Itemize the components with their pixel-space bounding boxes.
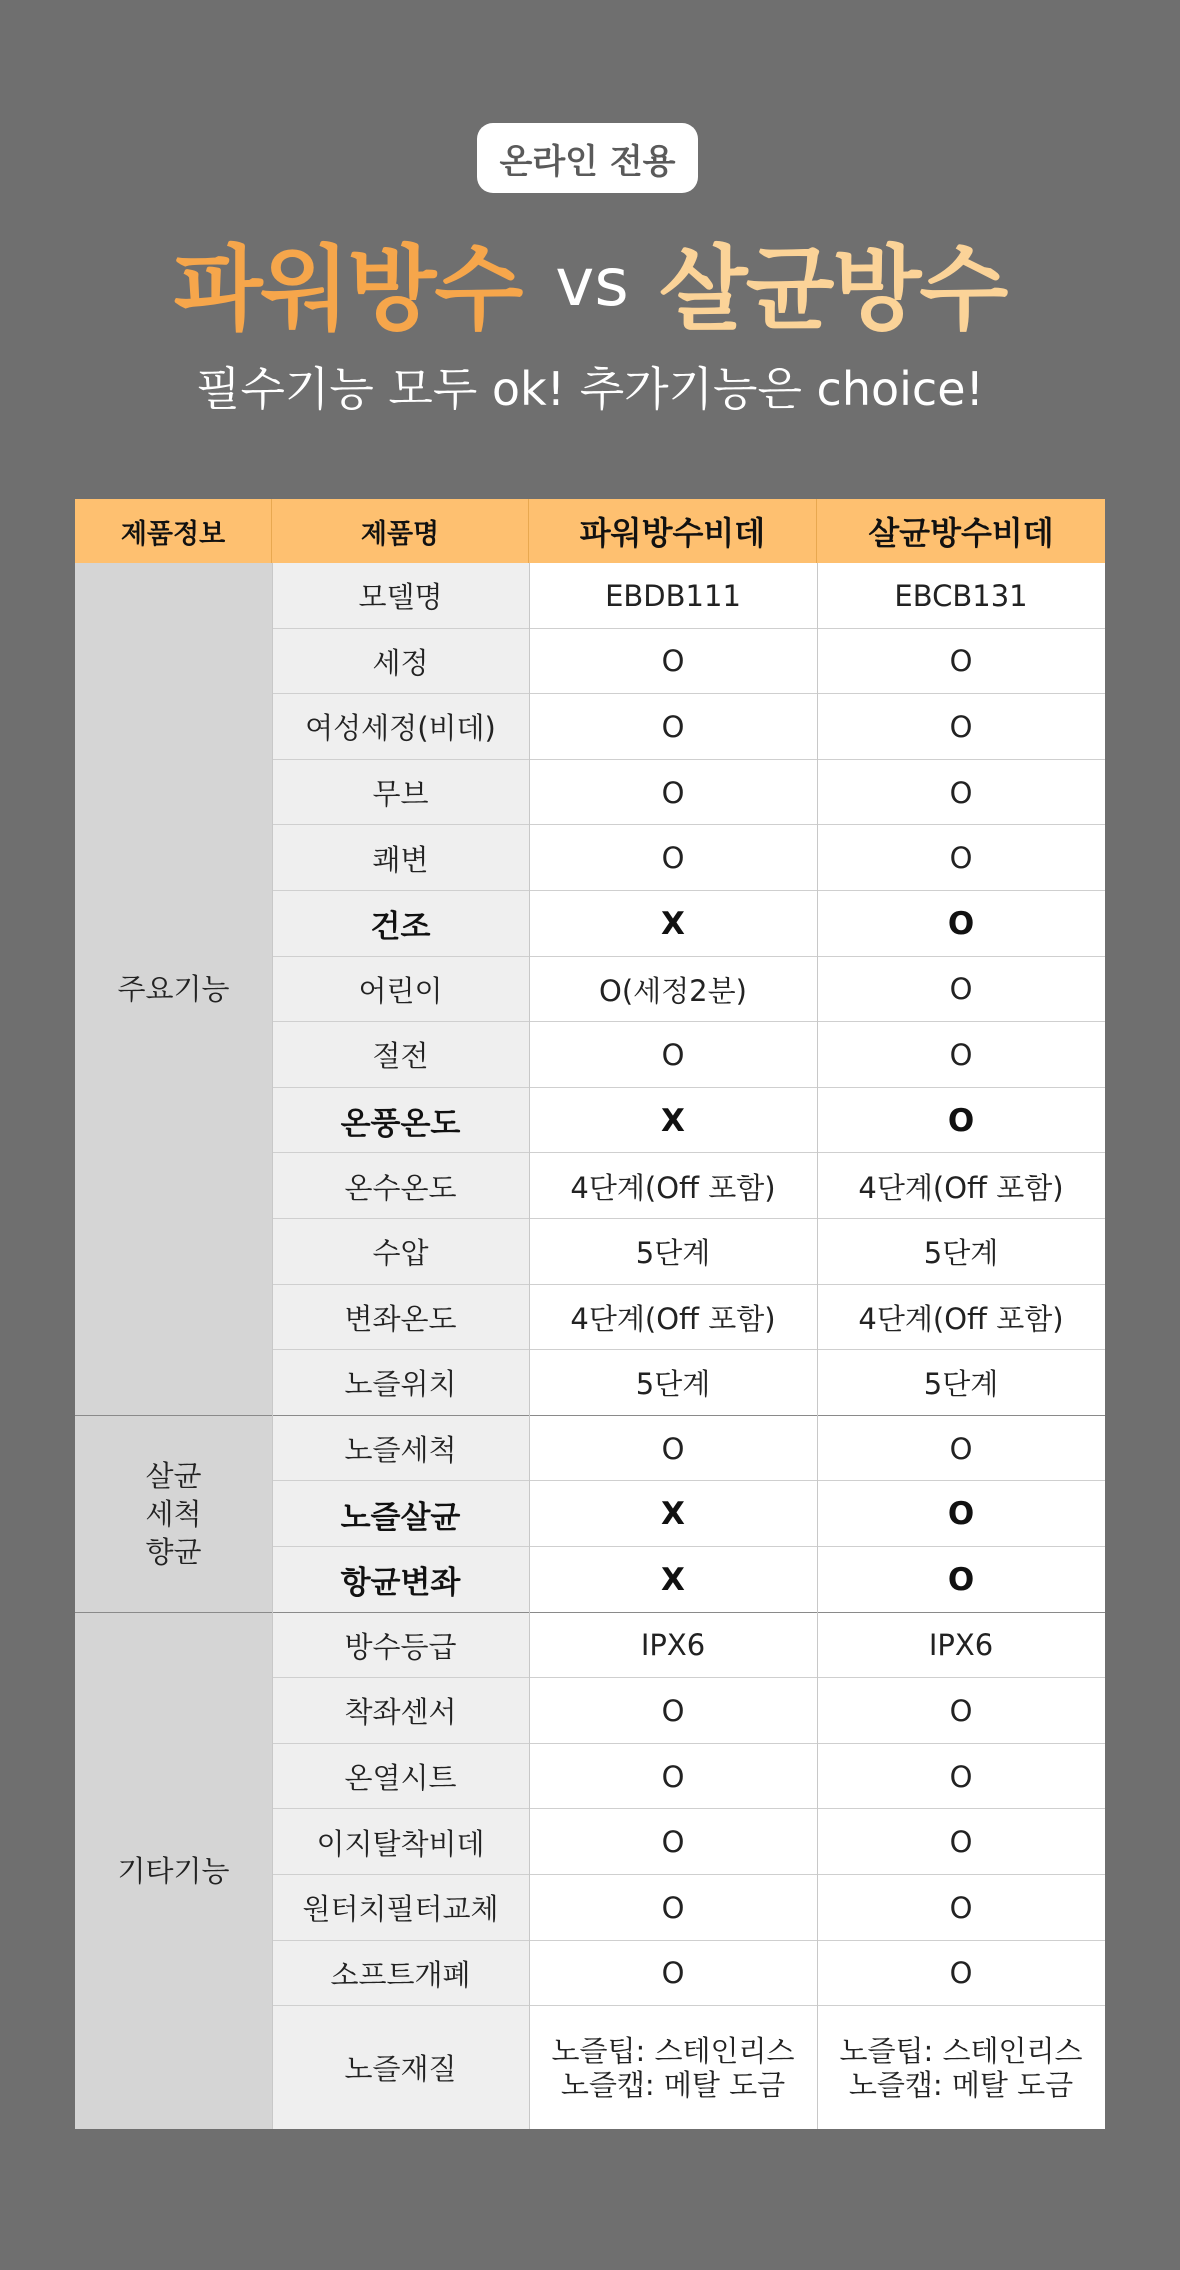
feature-cell: 착좌센서 xyxy=(272,1678,529,1744)
power-value-cell: 4단계(Off 포함) xyxy=(529,1153,817,1219)
feature-cell: 수압 xyxy=(272,1219,529,1285)
feature-cell: 절전 xyxy=(272,1022,529,1088)
title-left: 파워방수 xyxy=(173,236,522,343)
power-value-cell: X xyxy=(529,1481,817,1547)
power-value-cell: O xyxy=(529,1809,817,1875)
group-label-cell: 주요기능 xyxy=(75,563,272,1416)
power-value-cell: O xyxy=(529,1416,817,1482)
power-value-cell: 노즐팁: 스테인리스 노즐캡: 메탈 도금 xyxy=(529,2006,817,2129)
page-title xyxy=(0,222,1180,342)
feature-cell: 노즐재질 xyxy=(272,2006,529,2129)
power-value-cell: O xyxy=(529,694,817,760)
steril-value-cell: O xyxy=(817,1547,1105,1613)
group-label-cell: 기타기능 xyxy=(75,1613,272,2130)
power-value-cell: IPX6 xyxy=(529,1613,817,1679)
power-value-cell: O xyxy=(529,1022,817,1088)
group-label-cell: 살균 세척 향균 xyxy=(75,1416,272,1613)
feature-cell: 온열시트 xyxy=(272,1744,529,1810)
steril-value-cell: 5단계 xyxy=(817,1350,1105,1416)
steril-value-cell: O xyxy=(817,825,1105,891)
power-value-cell: X xyxy=(529,891,817,957)
feature-cell: 어린이 xyxy=(272,957,529,1023)
feature-cell: 세정 xyxy=(272,629,529,695)
feature-cell: 노즐위치 xyxy=(272,1350,529,1416)
table-header-0: 제품정보 xyxy=(75,499,272,563)
feature-cell: 쾌변 xyxy=(272,825,529,891)
steril-value-cell: O xyxy=(817,760,1105,826)
column-divider xyxy=(817,563,818,2129)
comparison-table xyxy=(75,499,1105,2128)
power-value-cell: O(세정2분) xyxy=(529,957,817,1023)
steril-value-cell: O xyxy=(817,891,1105,957)
feature-cell: 방수등급 xyxy=(272,1613,529,1679)
steril-value-cell: 5단계 xyxy=(817,1219,1105,1285)
steril-value-cell: O xyxy=(817,1416,1105,1482)
power-value-cell: X xyxy=(529,1547,817,1613)
feature-cell: 온수온도 xyxy=(272,1153,529,1219)
table-header-1: 제품명 xyxy=(272,499,529,563)
title-vs: vs xyxy=(555,243,629,321)
steril-value-cell: O xyxy=(817,1809,1105,1875)
power-value-cell: O xyxy=(529,629,817,695)
feature-cell: 온풍온도 xyxy=(272,1088,529,1154)
column-divider xyxy=(529,563,530,2129)
steril-value-cell: O xyxy=(817,957,1105,1023)
power-value-cell: X xyxy=(529,1088,817,1154)
table-header-3: 살균방수비데 xyxy=(817,499,1105,563)
power-value-cell: EBDB111 xyxy=(529,563,817,629)
steril-value-cell: IPX6 xyxy=(817,1613,1105,1679)
power-value-cell: 5단계 xyxy=(529,1350,817,1416)
title-right: 살균방수 xyxy=(658,236,1007,343)
power-value-cell: O xyxy=(529,1678,817,1744)
power-value-cell: 4단계(Off 포함) xyxy=(529,1285,817,1351)
column-divider xyxy=(272,563,273,2129)
feature-cell: 원터치필터교체 xyxy=(272,1875,529,1941)
feature-cell: 모델명 xyxy=(272,563,529,629)
power-value-cell: O xyxy=(529,825,817,891)
power-value-cell: 5단계 xyxy=(529,1219,817,1285)
steril-value-cell: O xyxy=(817,1678,1105,1744)
feature-cell: 건조 xyxy=(272,891,529,957)
steril-value-cell: 4단계(Off 포함) xyxy=(817,1153,1105,1219)
steril-value-cell: O xyxy=(817,1022,1105,1088)
steril-value-cell: O xyxy=(817,1941,1105,2007)
feature-cell: 항균변좌 xyxy=(272,1547,529,1613)
steril-value-cell: O xyxy=(817,1744,1105,1810)
power-value-cell: O xyxy=(529,760,817,826)
feature-cell: 노즐세척 xyxy=(272,1416,529,1482)
table-header-2: 파워방수비데 xyxy=(529,499,817,563)
feature-cell: 변좌온도 xyxy=(272,1285,529,1351)
steril-value-cell: EBCB131 xyxy=(817,563,1105,629)
feature-cell: 노즐살균 xyxy=(272,1481,529,1547)
steril-value-cell: O xyxy=(817,1088,1105,1154)
steril-value-cell: O xyxy=(817,1875,1105,1941)
steril-value-cell: O xyxy=(817,694,1105,760)
power-value-cell: O xyxy=(529,1875,817,1941)
feature-cell: 이지탈착비데 xyxy=(272,1809,529,1875)
feature-cell: 여성세정(비데) xyxy=(272,694,529,760)
feature-cell: 무브 xyxy=(272,760,529,826)
power-value-cell: O xyxy=(529,1744,817,1810)
power-value-cell: O xyxy=(529,1941,817,2007)
online-only-badge: 온라인 전용 xyxy=(477,123,698,193)
subtitle: 필수기능 모두 ok! 추가기능은 choice! xyxy=(196,362,984,416)
steril-value-cell: O xyxy=(817,1481,1105,1547)
steril-value-cell: 노즐팁: 스테인리스 노즐캡: 메탈 도금 xyxy=(817,2006,1105,2129)
steril-value-cell: O xyxy=(817,629,1105,695)
feature-cell: 소프트개폐 xyxy=(272,1941,529,2007)
steril-value-cell: 4단계(Off 포함) xyxy=(817,1285,1105,1351)
